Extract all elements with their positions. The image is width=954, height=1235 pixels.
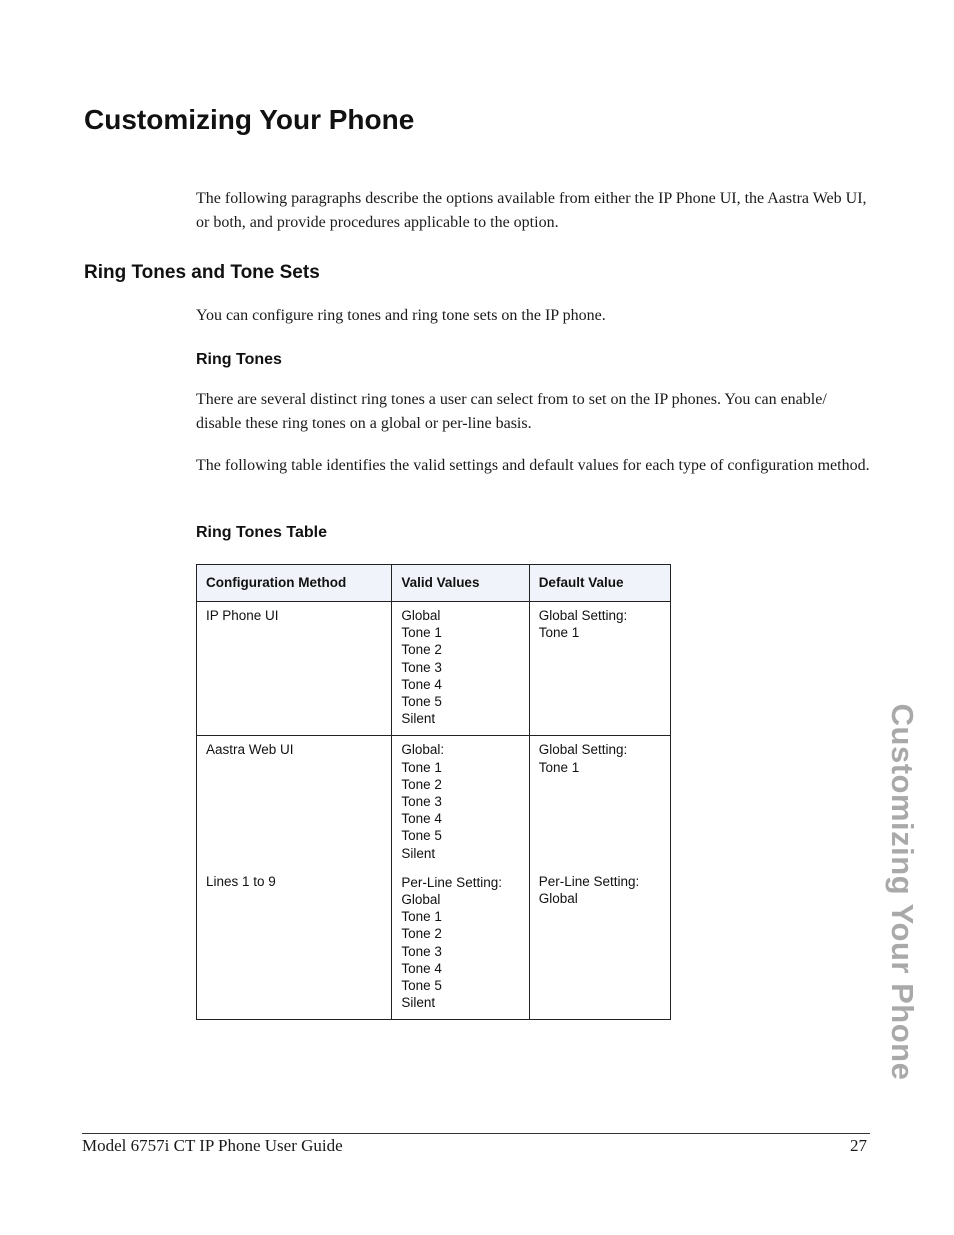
cell-method xyxy=(197,602,392,736)
header-configuration-method: Configuration Method xyxy=(197,565,392,602)
page-title: Customizing Your Phone xyxy=(84,104,415,135)
default-line: Global Setting: xyxy=(538,742,628,758)
default-line: Tone 1 xyxy=(538,625,580,641)
value-line: Global: xyxy=(401,742,445,758)
value-line: Per-Line Setting: xyxy=(401,874,502,890)
ring-tones-paragraph-2: The following table identifies the valid settings and default values for each type of configuration method. xyxy=(196,457,870,474)
intro-paragraph: The following paragraphs describe the options available from either the IP Phone UI, the Aastra Web UI, or both, and provide procedures applicable to the option. xyxy=(196,190,867,231)
header-default-value: Default Value xyxy=(529,565,670,602)
value-line: Global xyxy=(401,608,441,623)
method-text: Aastra Web UI xyxy=(206,742,294,758)
sub-method-text: Lines 1 to 9 xyxy=(206,874,276,890)
ring-tones-paragraph-1: There are several distinct ring tones a user can select from to set on the IP phones. You can enable/ disable these ring tones on a global or per-line basis. xyxy=(196,391,827,432)
footer-guide-title: Model 6757i CT IP Phone User Guide xyxy=(82,1136,343,1155)
cell-method xyxy=(197,736,392,1020)
footer-divider xyxy=(82,1133,870,1134)
value-line: Tone 4 xyxy=(401,960,442,976)
ring-tones-table xyxy=(196,564,671,1020)
value-line: Tone 5 xyxy=(401,694,442,710)
value-line: Tone 1 xyxy=(401,759,442,775)
table-title: Ring Tones Table xyxy=(196,524,327,541)
table-row xyxy=(197,736,671,1020)
value-line: Tone 1 xyxy=(401,909,442,925)
cell-default-value xyxy=(529,602,670,736)
value-line: Silent xyxy=(401,845,436,861)
method-text: IP Phone UI xyxy=(206,608,279,623)
value-line: Tone 3 xyxy=(401,659,442,675)
value-line: Silent xyxy=(401,995,436,1011)
cell-default-value xyxy=(529,736,670,1020)
subsection-title: Ring Tones xyxy=(196,351,282,368)
value-line: Tone 5 xyxy=(401,828,442,844)
value-line: Silent xyxy=(401,711,436,727)
page-number: 27 xyxy=(850,1136,867,1155)
table-row xyxy=(197,602,671,736)
value-line: Tone 4 xyxy=(401,811,442,827)
value-line: Tone 1 xyxy=(401,625,442,641)
default-line: Global Setting: xyxy=(538,608,628,623)
value-line: Tone 2 xyxy=(401,642,442,658)
table-header-row xyxy=(197,565,671,602)
header-valid-values: Valid Values xyxy=(392,565,529,602)
value-line: Tone 2 xyxy=(401,776,442,792)
section-intro-paragraph: You can configure ring tones and ring tone sets on the IP phone. xyxy=(196,307,606,324)
section-title: Ring Tones and Tone Sets xyxy=(84,262,320,283)
value-line: Tone 3 xyxy=(401,943,442,959)
default-line: Tone 1 xyxy=(538,759,580,775)
cell-valid-values xyxy=(392,736,529,1020)
value-line: Global xyxy=(401,892,441,908)
default-line: Per-Line Setting: xyxy=(538,874,640,890)
value-line: Tone 5 xyxy=(401,978,442,994)
chapter-side-tab: Customizing Your Phone xyxy=(885,703,920,1081)
cell-valid-values xyxy=(392,602,529,736)
value-line: Tone 2 xyxy=(401,926,442,942)
default-line: Global xyxy=(538,891,578,907)
value-line: Tone 3 xyxy=(401,794,442,810)
value-line: Tone 4 xyxy=(401,676,442,692)
